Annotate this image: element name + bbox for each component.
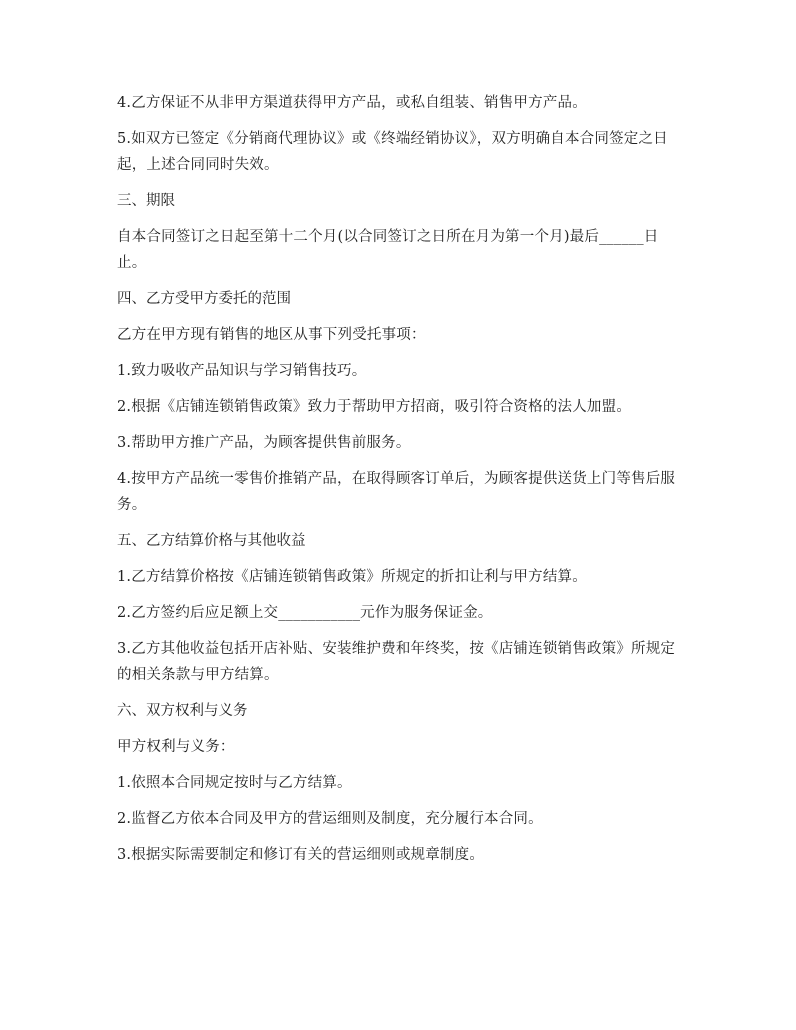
section-heading-term: 三、期限 (117, 193, 175, 209)
section-heading-rights: 六、双方权利与义务 (117, 703, 248, 719)
party-a-right-1: 1.依照本合同规定按时与乙方结算。 (117, 775, 352, 791)
settlement-item-3: 3.乙方其他收益包括开店补贴、安装维护费和年终奖，按《店铺连锁销售政策》所规定的相关条款与甲方结算。 (117, 641, 676, 683)
scope-item-3: 3.帮助甲方推广产品，为顾客提供售前服务。 (117, 435, 411, 451)
term-paragraph: 自本合同签订之日起至第十二个月(以合同签订之日所在月为第一个月)最后______日止。 (117, 229, 659, 271)
scope-item-4: 4.按甲方产品统一零售价推销产品，在取得顾客订单后，为顾客提供送货上门等售后服务。 (117, 471, 676, 513)
section-heading-settlement: 五、乙方结算价格与其他收益 (117, 533, 306, 549)
clause-5-previous-agreements-void: 5.如双方已签定《分销商代理协议》或《终端经销协议》，双方明确自本合同签定之日起，上述合同同时失效。 (117, 131, 668, 173)
party-a-right-3: 3.根据实际需要制定和修订有关的营运细则或规章制度。 (117, 847, 485, 863)
scope-intro: 乙方在甲方现有销售的地区从事下列受托事项： (117, 327, 426, 343)
scope-item-2: 2.根据《店铺连锁销售政策》致力于帮助甲方招商，吸引符合资格的法人加盟。 (117, 399, 632, 415)
settlement-item-1: 1.乙方结算价格按《店铺连锁销售政策》所规定的折扣让利与甲方结算。 (117, 569, 587, 585)
document-body (117, 90, 682, 878)
clause-4-no-other-channels: 4.乙方保证不从非甲方渠道获得甲方产品，或私自组装、销售甲方产品。 (117, 95, 587, 111)
section-heading-scope: 四、乙方受甲方委托的范围 (117, 291, 291, 307)
party-a-rights-intro: 甲方权利与义务： (117, 739, 235, 755)
settlement-item-2: 2.乙方签约后应足额上交___________元作为服务保证金。 (117, 605, 493, 621)
party-a-right-2: 2.监督乙方依本合同及甲方的营运细则及制度，充分履行本合同。 (117, 811, 543, 827)
scope-item-1: 1.致力吸收产品知识与学习销售技巧。 (117, 363, 367, 379)
